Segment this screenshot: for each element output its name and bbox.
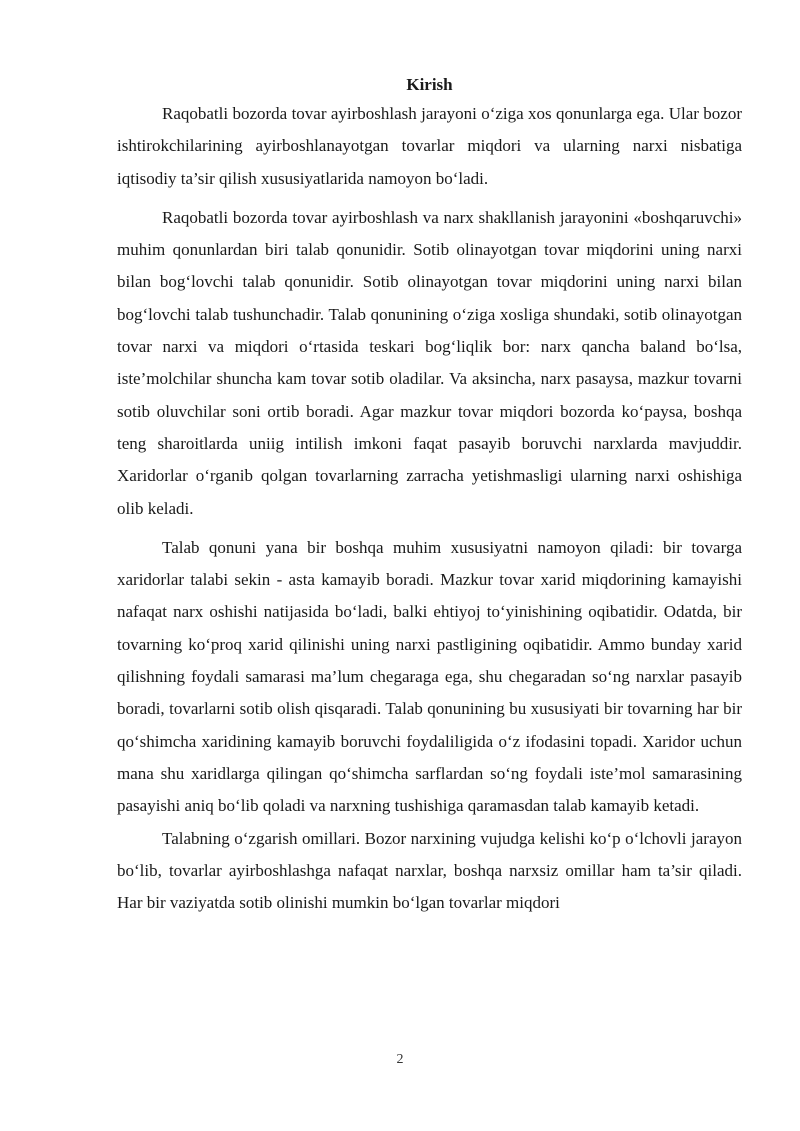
paragraph-4: Talabning o‘zgarish omillari. Bozor narxining vujudga kelishi ko‘p o‘lchovli jarayon bo‘lib, tovarlar ayirboshlashga nafaqat narxlar, boshqa narxsiz omillar ham ta’sir qiladi. Har bir vaziyatda sotib olinishi mumkin bo‘lgan tovarlar miqdori [117, 828, 742, 913]
paragraph-3: Talab qonuni yana bir boshqa muhim xususiyatni namoyon qiladi: bir tovarga xaridorlar talabi sekin - asta kamayib boradi. Mazkur tovar xarid miqdorining kamayishi nafaqat narx oshishi natijasida bo‘ladi, balki ehtiyoj to‘yinishining oqibatidir. Odatda, bir tovarning ko‘proq xarid qilinishi uning narxi pastligining oqibatidir. Ammo bunday xarid qilishning foydali samarasi ma’lum chegaraga ega, shu chegaradan so‘ng narxlar pasayib boradi, tovarlarni sotib olish qisqaradi. Talab qonunining bu xususiyati bir tovarning har bir qo‘shimcha xaridining kamayib boruvchi foydaliligida o‘z ifodasini topadi. Xaridor uchun mana shu xaridlarga qilingan qo‘shimcha sarflardan so‘ng foydali iste’mol samarasining pasayishi aniq bo‘lib qoladi va narxning tushishiga qaramasdan talab kamayib ketadi. [117, 537, 742, 816]
paragraph-1: Raqobatli bozorda tovar ayirboshlash jarayoni o‘ziga xos qonunlarga ega. Ular bozor ishtirokchilarining ayirboshlanayotgan tovarlar miqdori va ularning narxi nisbatiga iqtisodiy ta’sir qilish xususiyatlarida namoyon bo‘ladi. [117, 104, 742, 188]
paragraph-2: Raqobatli bozorda tovar ayirboshlash va narx shakllanish jarayonini «boshqaruvchi» muhim qonunlardan biri talab qonunidir. Sotib olinayotgan tovar miqdorini uning narxi bilan bog‘lovchi talab qonunidir. Sotib olinayotgan tovar miqdorini uning narxi bilan bog‘lovchi talab tushunchadir. Talab qonunining o‘ziga xosligа shundaki, sotib olinayotgan tovar narxi va miqdori o‘rtasida teskari bog‘liqlik bor: narx qancha baland bo‘lsa, iste’molchilar shuncha kam tovar sotib oladilar. Va aksincha, narx pasaysa, mazkur tovarni sotib oluvchilar soni ortib boradi. Agar mazkur tovar miqdori bozorda ko‘paysa, boshqa teng sharoitlarda uniig intilish imkoni faqat pasayib boruvchi narxlarda mavjuddir. Xaridorlar o‘rganib qolgan tovarlarning zarracha yetishmasligi ularning narxi oshishiga olib keladi. [117, 207, 742, 518]
page-title: Kirish [406, 75, 453, 94]
document-page [117, 72, 742, 919]
page-number: 2 [396, 1052, 404, 1067]
